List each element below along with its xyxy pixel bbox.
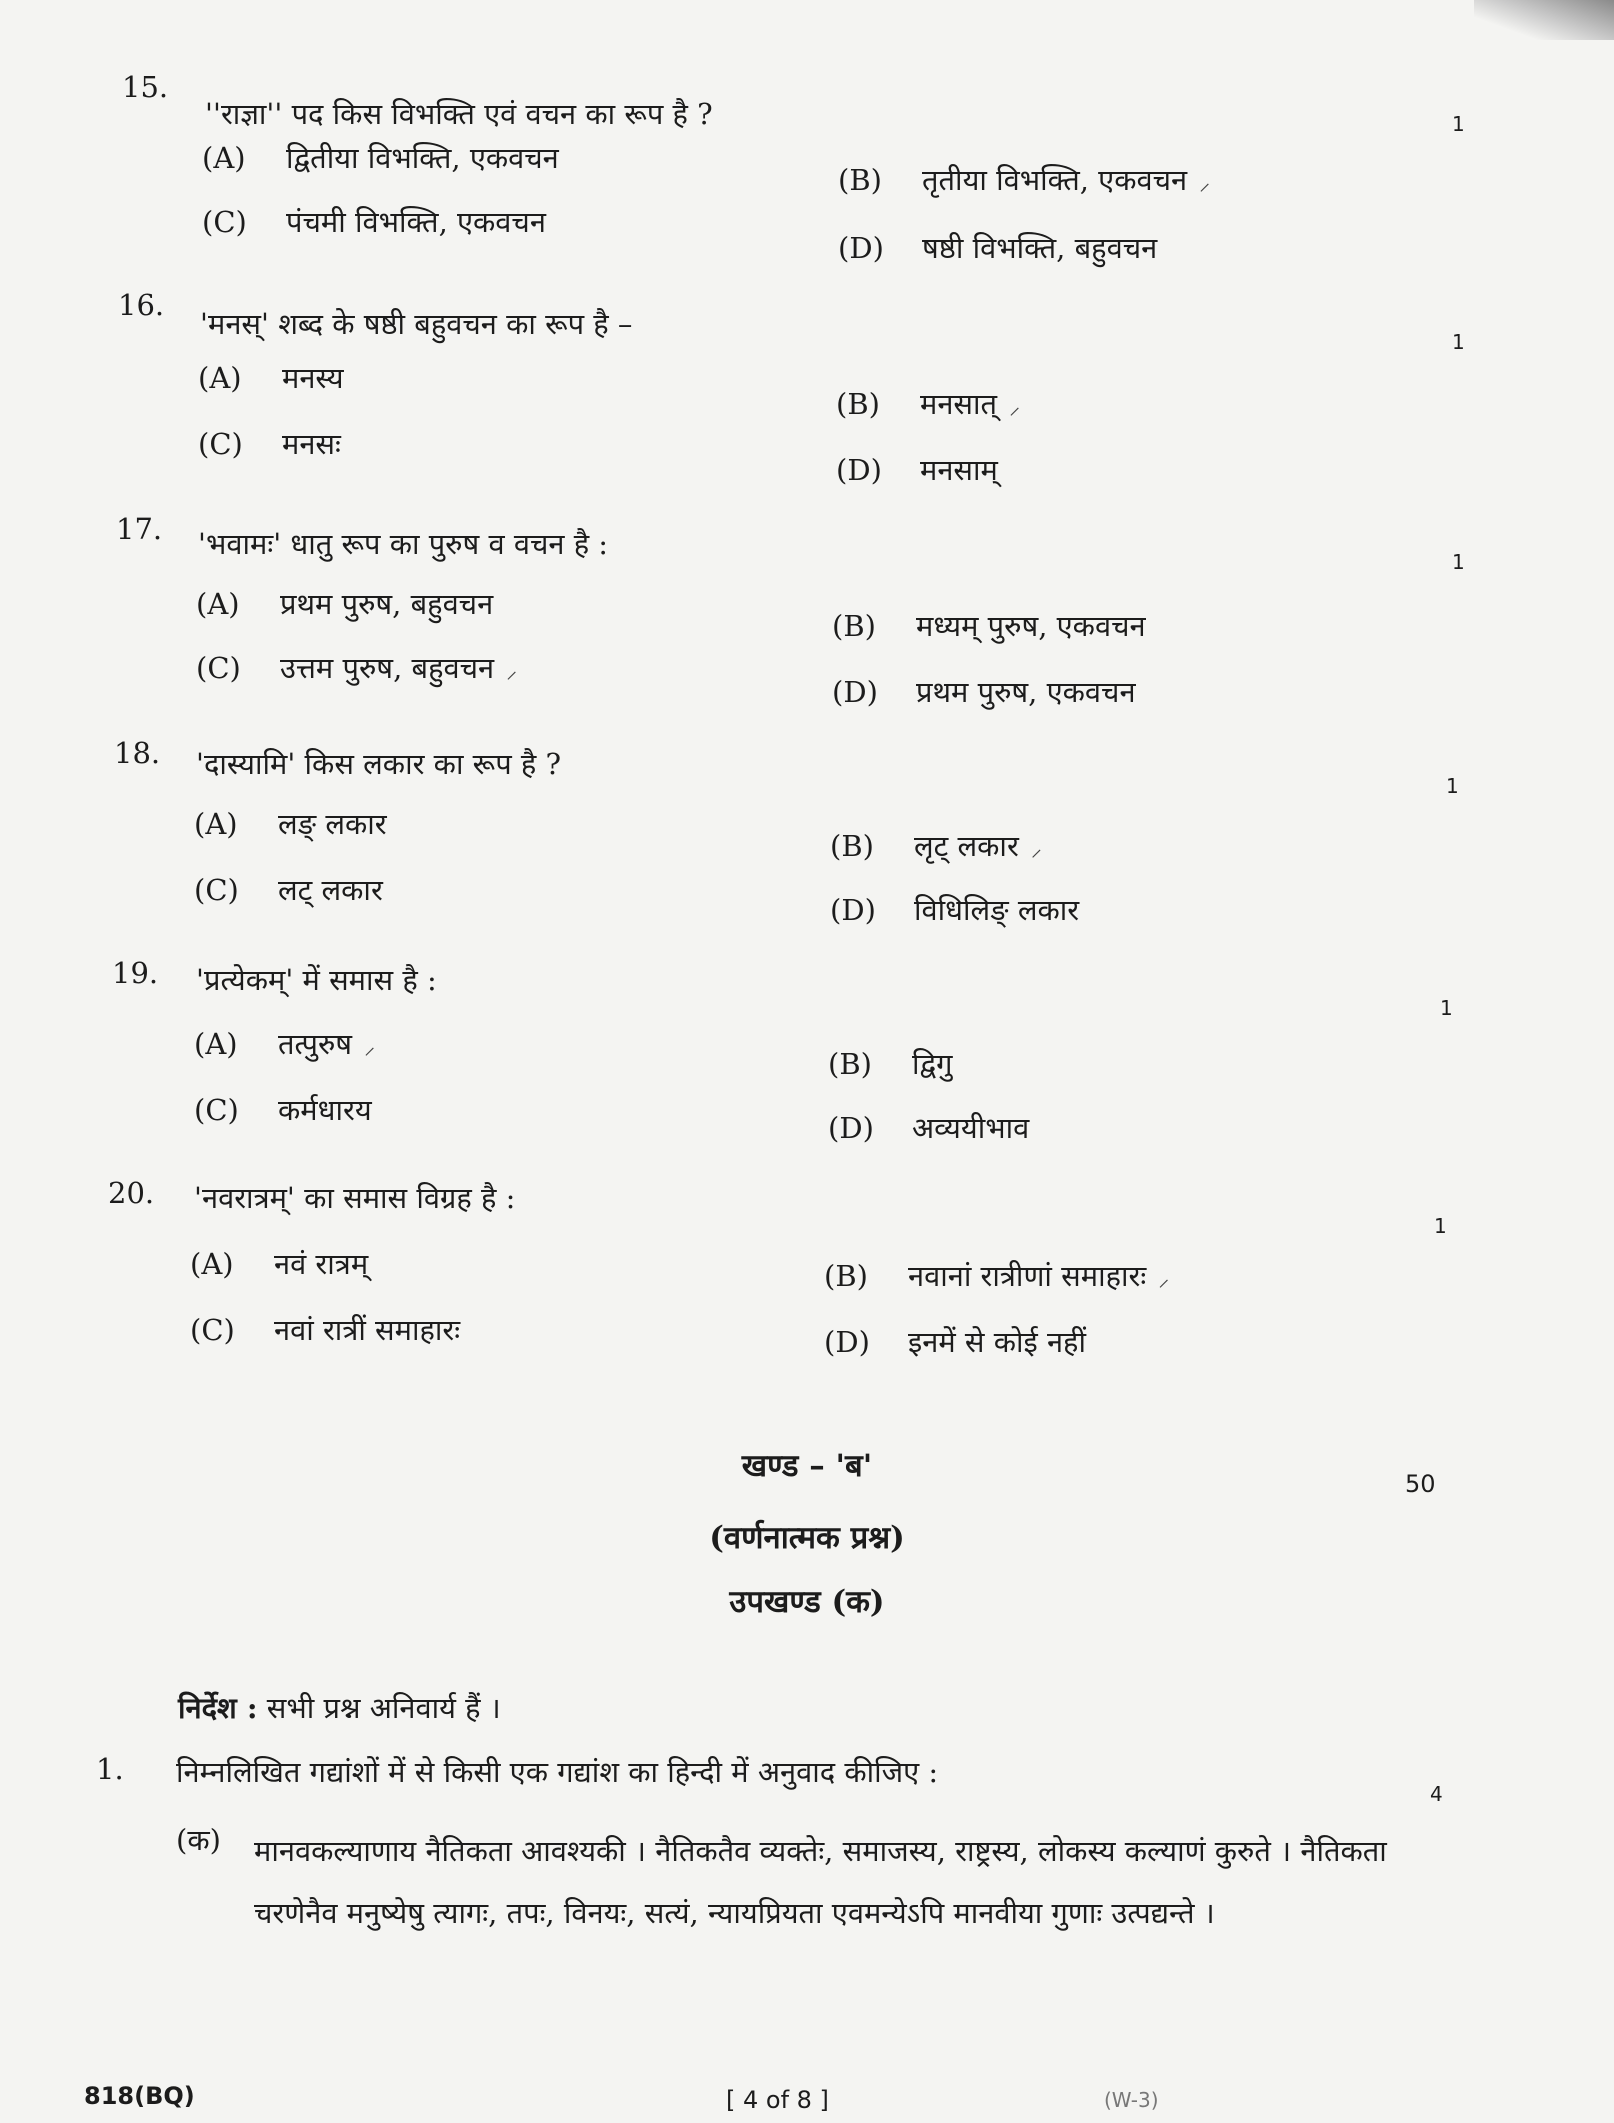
tick-mark-icon: ⸝ [1158,1267,1170,1292]
question-text: 'दास्यामि' किस लकार का रूप है ? [196,747,562,781]
question-marks: 4 [1430,1782,1443,1806]
option-label: (A) [196,587,240,621]
set-code: (W-3) [1104,2088,1159,2112]
instruction [178,1688,501,1727]
section-title: खण्ड – 'ब' [741,1448,873,1484]
option-a [190,1244,368,1283]
question-text: 'नवरात्रम्' का समास विग्रह है : [194,1181,516,1215]
option-b [828,1044,953,1083]
option-label: (B) [836,387,880,421]
option-text: द्विगु [912,1047,953,1081]
option-text: प्रथम पुरुष, बहुवचन [280,587,494,621]
option-text: कर्मधारय [278,1093,372,1127]
passage-text: मानवकल्याणाय नैतिकता आवश्यकी । नैतिकतैव व्यक्तेः, समाजस्य, राष्ट्रस्य, लोकस्य कल्याणं कुरुते । नैतिकता चरणेनैव मनुष्येषु त्यागः, तपः, विनयः, सत्यं, न्यायप्रियता एवमन्येऽपि मानवीया गुणाः उत्पद्यन्ते । [254,1834,1387,1930]
option-d [832,672,1136,711]
instruction-label: निर्देश : [178,1691,258,1725]
question-text: 'भवामः' धातु रूप का पुरुष व वचन है : [198,527,609,561]
option-c [198,424,341,463]
passage-label: (क) [176,1823,221,1857]
option-label: (D) [838,231,884,265]
option-c [190,1310,460,1349]
option-text: अव्ययीभाव [912,1111,1030,1145]
option-label: (A) [194,807,238,841]
option-c [202,202,546,241]
option-text: तत्पुरुष [278,1027,353,1061]
option-label: (C) [198,427,243,461]
option-a [202,138,559,177]
tick-mark-icon: ⸝ [364,1035,376,1060]
option-c [194,1090,372,1129]
question-marks: 1 [1452,112,1465,136]
scan-smudge [1474,0,1614,40]
option-label: (D) [824,1325,870,1359]
option-text: नवां रात्रीं समाहारः [274,1313,461,1347]
option-text: मनसात् [920,387,998,421]
option-label: (B) [824,1259,868,1293]
question-marks: 1 [1452,550,1465,574]
option-b [830,826,1042,865]
option-d [830,890,1079,929]
option-label: (B) [838,163,882,197]
option-text: द्वितीया विभक्ति, एकवचन [286,141,559,175]
option-c [194,870,383,909]
option-c [196,648,517,687]
option-text: लङ् लकार [278,807,387,841]
option-label: (C) [190,1313,235,1347]
page-number: [ 4 of 8 ] [726,2086,829,2114]
option-a [194,804,387,843]
instruction-text: सभी प्रश्न अनिवार्य हैं । [266,1691,501,1725]
section-marks: 50 [1405,1470,1436,1498]
option-text: नवं रात्रम् [274,1247,369,1281]
option-label: (D) [830,893,876,927]
question-marks: 1 [1452,330,1465,354]
option-label: (A) [194,1027,238,1061]
tick-mark-icon: ⸝ [1009,395,1021,420]
tick-mark-icon: ⸝ [506,659,518,684]
option-label: (A) [190,1247,234,1281]
option-label: (B) [830,829,874,863]
question-marks: 1 [1440,996,1453,1020]
option-label: (C) [194,1093,239,1127]
question-number: 15. [122,70,169,104]
question-number: 16. [118,288,165,322]
option-b [832,606,1146,645]
option-text: मध्यम् पुरुष, एकवचन [916,609,1146,643]
option-b [836,384,1020,423]
question-text: निम्नलिखित गद्यांशों में से किसी एक गद्यांश का हिन्दी में अनुवाद कीजिए : [176,1755,939,1789]
tick-mark-icon: ⸝ [1030,837,1042,862]
question-text: ''राज्ञा'' पद किस विभक्ति एवं वचन का रूप है ? [205,97,713,131]
paper-code: 818(BQ) [84,2082,195,2110]
question-number: 20. [108,1176,155,1210]
option-text: पंचमी विभक्ति, एकवचन [286,205,546,239]
option-text: नवानां रात्रीणां समाहारः [908,1259,1147,1293]
option-label: (D) [836,453,882,487]
option-text: उत्तम पुरुष, बहुवचन [280,651,495,685]
question-text: 'मनस्' शब्द के षष्ठी बहुवचन का रूप है – [200,307,633,341]
option-text: मनसाम् [920,453,998,487]
section-subtitle: (वर्णनात्मक प्रश्न) [709,1520,905,1556]
option-text: षष्ठी विभक्ति, बहुवचन [922,231,1158,265]
option-label: (C) [194,873,239,907]
option-d [828,1108,1029,1147]
option-b [838,160,1210,199]
option-label: (A) [202,141,246,175]
option-d [824,1322,1086,1361]
option-text: तृतीया विभक्ति, एकवचन [922,163,1188,197]
option-text: प्रथम पुरुष, एकवचन [916,675,1136,709]
question-number: 18. [114,736,161,770]
option-label: (D) [832,675,878,709]
option-a [198,358,344,397]
question-number: 19. [112,956,159,990]
question-number: 17. [116,512,163,546]
option-text: लृट् लकार [914,829,1019,863]
option-label: (C) [196,651,241,685]
option-label: (B) [828,1047,872,1081]
option-label: (C) [202,205,247,239]
option-label: (D) [828,1111,874,1145]
option-text: विधिलिङ् लकार [914,893,1080,927]
question-marks: 1 [1434,1214,1447,1238]
subsection-title: उपखण्ड (क) [729,1584,885,1620]
option-text: लट् लकार [278,873,383,907]
option-text: इनमें से कोई नहीं [908,1325,1086,1359]
option-d [836,450,998,489]
option-text: मनसः [282,427,341,461]
question-text: 'प्रत्येकम्' में समास है : [196,963,437,997]
tick-mark-icon: ⸝ [1199,171,1211,196]
option-label: (A) [198,361,242,395]
option-a [194,1024,375,1063]
option-text: मनस्य [282,361,344,395]
question-number: 1. [96,1752,124,1786]
option-a [196,584,493,623]
option-d [838,228,1157,267]
option-b [824,1256,1169,1295]
question-marks: 1 [1446,774,1459,798]
option-label: (B) [832,609,876,643]
